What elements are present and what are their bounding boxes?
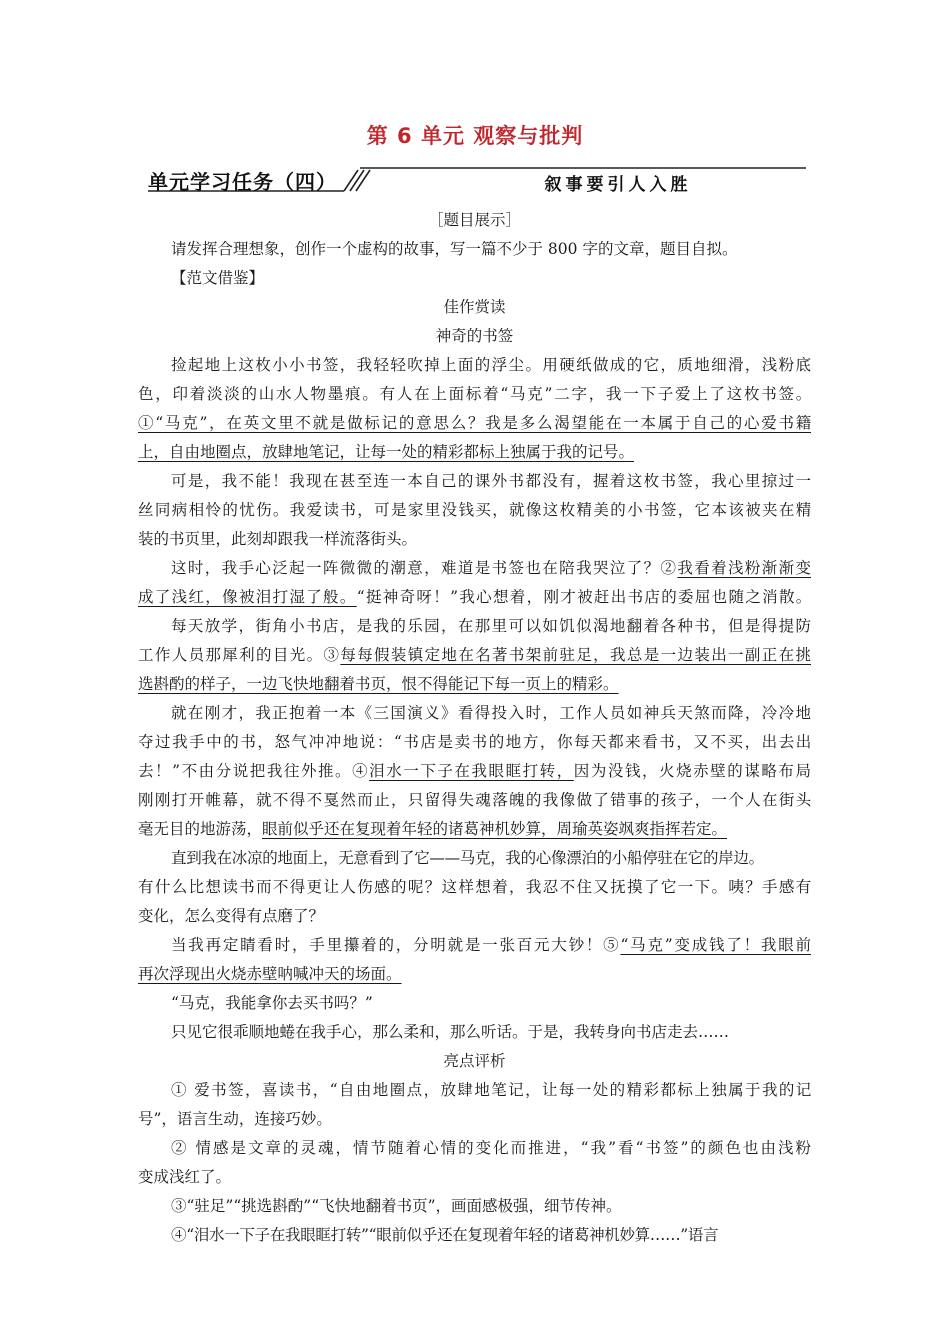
underlined-highlight: 选斟酌的样子，一边飞快地翻着书页，恨不得能记下每一页上的精彩。 (138, 675, 619, 693)
task-banner (146, 160, 806, 200)
essay-text: 工作人员那犀利的目光。③ (138, 646, 341, 664)
essay-title: 神奇的书签 (435, 327, 514, 345)
essay-line-underlined (138, 670, 811, 699)
essay-line: 夺过我手中的书，怒气冲冲地说：“书店是卖书的地方，你每天都来看书，又不买，出去出 (138, 733, 811, 751)
essay-line: 直到我在冰凉的地面上，无意看到了它——马克，我的心像漂泊的小船停驻在它的岸边。 (171, 849, 764, 867)
essay-line (138, 931, 811, 960)
essay-line-underlined (138, 960, 811, 989)
essay-text: 这时，我手心泛起一阵微微的潮意，难道是书签也在陪我哭泣了？② (171, 559, 678, 577)
underlined-highlight: 成了浅红，像被泪打湿了般。 (138, 588, 357, 606)
essay-line: 装的书页里，此刻却跟我一样流落街头。 (138, 530, 418, 548)
essay-line: 变化，怎么变得有点磨了？ (138, 907, 325, 925)
essay-line (138, 757, 811, 786)
essay-line: “马克，我能拿你去买书吗？” (171, 994, 373, 1012)
prompt-heading: ［题目展示］ (427, 211, 521, 229)
unit-title: 第 6 单元 观察与批判 (366, 124, 584, 148)
task-topic: 叙事要引人入胜 (544, 175, 692, 195)
prompt-text: 请发挥合理想象，创作一个虚构的故事，写一篇不少于 800 字的文章，题目自拟。 (171, 240, 738, 258)
essay-line: 有什么比想读书而不得更让人伤感的呢？这样想着，我忍不住又抚摸了它一下。咦？手感有 (138, 878, 811, 896)
essay-line: 可是，我不能！我现在甚至连一本自己的课外书都没有，握着这枚书签，我心里掠过一 (171, 472, 811, 490)
model-essay-label: 【范文借鉴】 (171, 269, 265, 287)
essay-line: 每天放学，街角小书店，是我的乐园，在那里可以如饥似渴地翻着各种书，但是得提防 (171, 617, 811, 635)
essay-text: 毫无目的地游荡， (138, 820, 263, 838)
underlined-highlight: 每每假装镇定地在名著书架前驻足，我总是一边装出一副正在挑 (340, 646, 811, 664)
essay-line (138, 554, 811, 583)
commentary-line: 号”，语言生动，连接巧妙。 (138, 1110, 332, 1128)
commentary-line: ④“泪水一下子在我眼眶打转”“眼前似乎还在复现着年轻的诸葛神机妙算……”语言 (171, 1226, 719, 1244)
essay-line-underlined (138, 438, 811, 467)
underlined-highlight: 泪水一下子在我眼眶打转， (369, 762, 574, 780)
essay-line (138, 815, 811, 844)
essay-text: “挺神奇呀！”我心想着，刚才被赶出书店的委屈也随之消散。 (356, 588, 811, 606)
underlined-highlight: 眼前似乎还在复现着年轻的诸葛神机妙算，周瑜英姿飒爽指挥若定。 (262, 820, 728, 838)
essay-line: 就在刚才，我正抱着一本《三国演义》看得投入时，工作人员如神兵天煞而降，冷冷地 (171, 704, 811, 722)
task-label: 单元学习任务（四） (148, 170, 337, 194)
essay-line: 丝同病相怜的忧伤。我爱读书，可是家里没钱买，就像这枚精美的小书签，它本该被夹在精 (138, 501, 811, 519)
underlined-highlight: “马克”变成钱了！我眼前 (620, 936, 811, 954)
commentary-line: ③“驻足”“挑选斟酌”“飞快地翻着书页”，画面感极强，细节传神。 (171, 1197, 622, 1215)
essay-line-underlined (138, 409, 811, 438)
essay-text: 去！”不由分说把我往外推。④ (138, 762, 370, 780)
essay-line: 色，印着淡淡的山水人物墨痕。有人在上面标着“马克”二字，我一下子爱上了这枚书签。 (138, 385, 811, 403)
essay-line: 刚刚打开帷幕，就不得不戛然而止，只留得失魂落魄的我像做了错事的孩子，一个人在街头 (138, 791, 811, 809)
essay-text: 当我再定睛看时，手里攥着的，分明就是一张百元大钞！⑤ (171, 936, 621, 954)
essay-line (138, 641, 811, 670)
underlined-highlight: 再次浮现出火烧赤壁呐喊冲天的场面。 (138, 965, 402, 983)
essay-text: 因为没钱，火烧赤壁的谋略布局 (573, 762, 811, 780)
commentary-title: 亮点评析 (443, 1052, 506, 1070)
commentary-line: ① 爱书签，喜读书，“自由地圈点，放肆地笔记，让每一处的精彩都标上独属于我的记 (171, 1081, 811, 1099)
underlined-highlight: ①“马克”，在英文里不就是做标记的意思么？我是多么渴望能在一本属于自己的心爱书籍 (138, 414, 811, 432)
section-title: 佳作赏读 (443, 298, 506, 316)
document-body (138, 206, 811, 1250)
commentary-line: 变成浅红了。 (138, 1168, 232, 1186)
essay-line: 捡起地上这枚小小书签，我轻轻吹掉上面的浮尘。用硬纸做成的它，质地细滑，浅粉底 (171, 356, 811, 374)
essay-line: 只见它很乖顺地蜷在我手心，那么柔和，那么听话。于是，我转身向书店走去…… (171, 1023, 730, 1041)
essay-line (138, 583, 811, 612)
underlined-highlight: 我看着浅粉渐渐变 (677, 559, 811, 577)
commentary-line: ② 情感是文章的灵魂，情节随着心情的变化而推进，“我”看“书签”的颜色也由浅粉 (171, 1139, 811, 1157)
underlined-highlight: 上，自由地圈点，放肆地笔记，让每一处的精彩都标上独属于我的记号。 (138, 443, 635, 461)
